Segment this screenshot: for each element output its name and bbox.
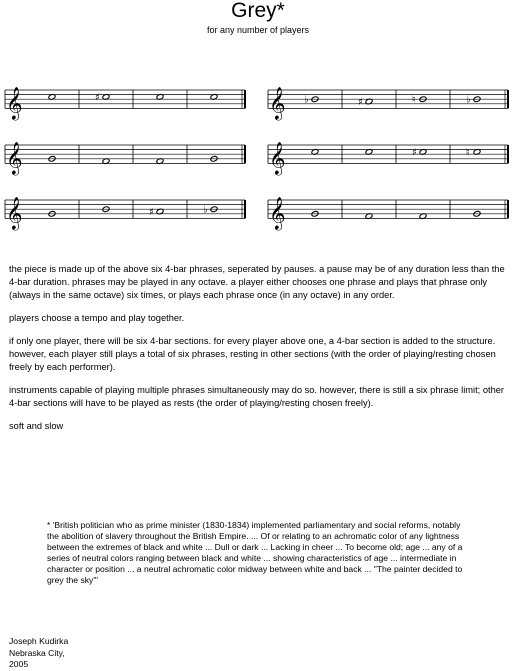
tempo-dynamic-marking: soft and slow bbox=[9, 421, 64, 431]
accidental-icon: ♮ bbox=[412, 94, 416, 106]
accidental-icon: ♯ bbox=[358, 97, 363, 108]
instruction-paragraph: instruments capable of playing multiple phrases simultaneously may do so. however, there is still a six phrase limit; other 4-bar sections will have to be played as rests (the order of playing/resting chosen freely). bbox=[9, 385, 505, 408]
staff bbox=[5, 86, 245, 120]
staff bbox=[5, 196, 245, 230]
composer-signature bbox=[9, 636, 159, 671]
staff bbox=[268, 141, 508, 175]
accidental-icon: ♯ bbox=[149, 207, 154, 218]
composer-place: Nebraska City, bbox=[9, 647, 65, 658]
accidental-icon: ♯ bbox=[95, 92, 100, 104]
staff bbox=[268, 86, 508, 120]
treble-clef-icon: 𝄞 bbox=[269, 141, 286, 175]
accidental-icon: ♮ bbox=[466, 147, 470, 159]
staff bbox=[5, 141, 245, 175]
accidental-icon: ♭ bbox=[203, 204, 208, 216]
composer-name: Joseph Kudirka bbox=[9, 636, 69, 646]
treble-clef-icon: 𝄞 bbox=[269, 196, 286, 230]
musical-score bbox=[0, 0, 516, 260]
treble-clef-icon: 𝄞 bbox=[269, 86, 286, 120]
treble-clef-icon: 𝄞 bbox=[6, 86, 23, 120]
staff bbox=[268, 196, 508, 230]
composer-year: 2005 bbox=[9, 659, 29, 669]
accidental-icon: ♭ bbox=[304, 94, 309, 106]
treble-clef-icon: 𝄞 bbox=[6, 141, 23, 175]
instruction-paragraph: if only one player, there will be six 4-bar sections. for every player above one, a 4-bar section is added to the structure. however, each player still plays a total of six phrases, resting in other sections (with the order of playing/resting chosen freely by each performer). bbox=[9, 336, 496, 372]
footnote-text: * 'British politician who as prime minister (1830-1834) implemented parliamentary and social reforms, notably the abolition of slavery throughout the British Empire. ... Of or relating to an achromatic color of any lightness between the extremes of black and white ... Dull or dark ... Lacking in cheer ... To become old; age ... any of a series of neutral colors ranging between black and white ... showing characteristics of age ... intermediate in character or position ... a neutral achromatic color midway between white and back ... "The painter decided to grey the sky"' bbox=[47, 520, 463, 585]
footnote bbox=[47, 520, 467, 586]
performance-instructions bbox=[9, 263, 506, 443]
page-subtitle: for any number of players bbox=[206, 25, 310, 35]
treble-clef-icon: 𝄞 bbox=[6, 196, 23, 230]
page-title: Grey* bbox=[231, 0, 285, 22]
instruction-paragraph: players choose a tempo and play together. bbox=[9, 313, 185, 323]
accidental-icon: ♭ bbox=[466, 94, 471, 106]
instruction-paragraph: the piece is made up of the above six 4-bar phrases, seperated by pauses. a pause may be of any duration less than the 4-bar duration. phrases may be played in any octave. a player either chooses one phrase and plays that phrase only (always in the same octave) six times, or plays each phrase once (in any octave) in any order. bbox=[9, 264, 505, 300]
accidental-icon: ♯ bbox=[412, 147, 417, 159]
